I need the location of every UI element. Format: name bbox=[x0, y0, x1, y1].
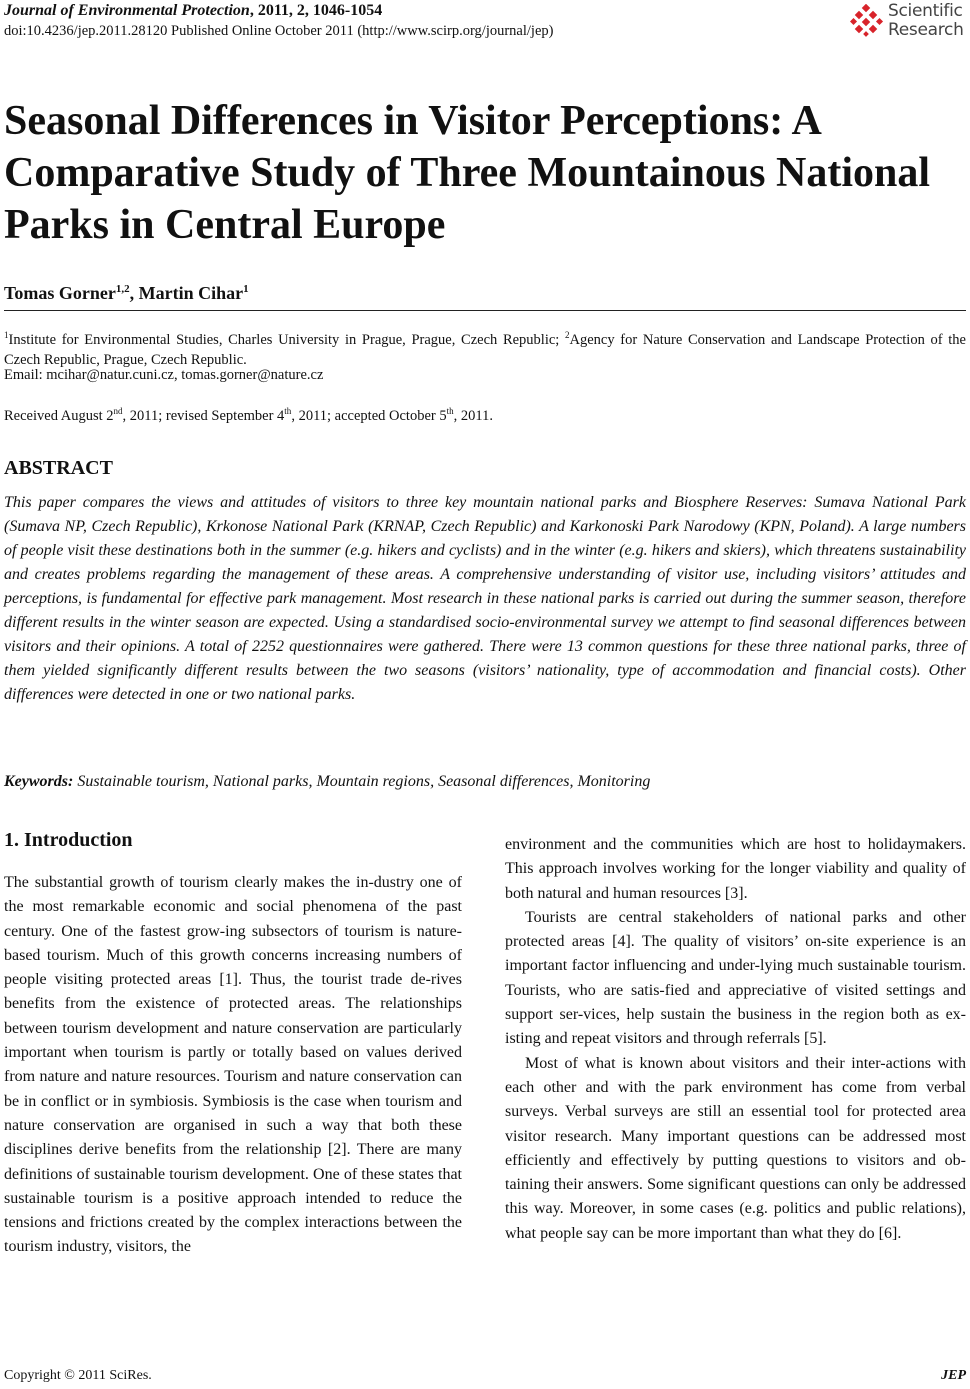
revised-ordinal: th bbox=[284, 406, 292, 416]
paragraph: Most of what is known about visitors and their inter-actions with each other and with the park environment has come from verbal surveys. Verbal surveys are still an essential tool for protected area visitor research. Many important questions can be addressed most efficiently and effectively by putting questions to visitors and ob-taining their answers. Some significant questions can only be addressed this way. Moreover, in some cases (e.g. politics and public relations), what people say can be more important than what they do [6]. bbox=[505, 1054, 966, 1242]
keywords-label: Keywords bbox=[4, 773, 68, 790]
author-1: Tomas Gorner bbox=[4, 283, 116, 303]
logo-text bbox=[888, 2, 964, 40]
journal-citation bbox=[4, 2, 382, 20]
affiliation-mark-1: 1 bbox=[4, 330, 9, 340]
accepted-year: , 2011. bbox=[453, 407, 493, 424]
header-divider bbox=[4, 310, 966, 311]
author-separator: , bbox=[129, 283, 139, 303]
publisher-logo bbox=[850, 2, 968, 42]
footer-journal-abbr: JEP bbox=[941, 1368, 966, 1383]
paragraph: Tourists are central stakeholders of national parks and other protected areas [4]. The quality of visitors’ on-site experience is an important factor influencing and under-lying much sustainable tourism. Tourists, who are satis-fied and appreciative of visited settings and support ser-vices, help sustain the business in the region both as ex-isting and repeat visitors and through referrals [5]. bbox=[505, 908, 966, 1048]
keywords-colon: : bbox=[68, 773, 78, 790]
paper-title: Seasonal Differences in Visitor Perceptions: A Comparative Study of Three Mountainous National Parks in Central Europe bbox=[4, 98, 931, 248]
keywords bbox=[4, 773, 650, 791]
paragraph: The substantial growth of tourism clearly makes the in-dustry one of the most remarkable economic and social phenomena of the past century. One of the fastest grow-ing subsectors of tourism is nature-based tourism. Much of this growth concerns increasing numbers of people visiting protected areas [1]. Thus, the tourist trade de-rives benefits from the existence of protected areas. The relationships between tourism development and nature conservation are particularly important when tourism is partly or totally based on values derived from nature and nature resources. Tourism and nature conservation can be in conflict or in symbiosis. Symbiosis is the case when tourism and nature conservation are organised in such a way that both these disciplines derive benefits from the relationship [2]. There are many definitions of sustainable tourism development. One of these states that sustainable tourism is a positive approach intended to reduce the tensions and frictions created by the complex interactions between the tourism industry, visitors, the bbox=[4, 874, 462, 1256]
scientific-research-logo-icon bbox=[850, 4, 884, 38]
author-1-affiliation-mark: 1,2 bbox=[115, 283, 130, 295]
right-column bbox=[505, 833, 966, 1246]
journal-name: Journal of Environmental Protection bbox=[4, 2, 250, 19]
accepted-ordinal: th bbox=[446, 406, 454, 416]
logo-line-2: Research bbox=[888, 20, 964, 40]
journal-details: , 2011, 2, 1046-1054 bbox=[249, 2, 383, 19]
abstract-heading: ABSTRACT bbox=[4, 457, 113, 479]
paragraph: environment and the communities which are host to holidaymakers. This approach involves working for the longer viability and quality of both natural and human resources [3]. bbox=[505, 836, 966, 902]
logo-line-1: Scientific bbox=[888, 1, 963, 21]
footer-copyright: Copyright © 2011 SciRes. bbox=[4, 1368, 152, 1383]
accepted-text: , 2011; accepted October 5 bbox=[291, 407, 447, 424]
abstract-body: This paper compares the views and attitudes of visitors to three key mountain national parks and Biosphere Reserves: Sumava National Park (Sumava NP, Czech Republic), Krkonose National Park (KRNAP, Czech Republic) and Karkonoski Park Narodowy (KPN, Poland). A large numbers of people visit these destinations both in the summer (e.g. hikers and cyclists) and in the winter (e.g. hikers and skiers), which threatens sustainability and creates problems regarding the management of these areas. A comprehensive understanding of visitor use, including visitors’ attitudes and perceptions, is fundamental for effective park management. Most research in these national parks is carried out during the summer season, therefore different results in the winter season are expected. Using a standardised socio-environmental survey we attempt to find seasonal differences between visitors and their opinions. A total of 2252 questionnaires were gathered. There were 13 common questions for these three national parks, three of them yielded significantly different results between the two seasons (visitors’ nationality, type of accommodation and financial costs). Other differences were detected in one or two national parks. bbox=[4, 494, 966, 703]
contact-email: Email: mcihar@natur.cuni.cz, tomas.gorner@nature.cz bbox=[4, 367, 324, 383]
affiliation-mark-2: 2 bbox=[565, 330, 570, 340]
affiliation-2: Agency for Nature Conservation and Landscape Protection of the Czech Republic, Prague, Czech Republic. bbox=[4, 331, 966, 368]
left-column bbox=[4, 871, 462, 1260]
doi-line: doi:10.4236/jep.2011.28120 Published Online October 2011 (http://www.scirp.org/journal/jep) bbox=[4, 23, 554, 39]
affiliation-1: Institute for Environmental Studies, Charles University in Prague, Prague, Czech Republic; bbox=[8, 331, 565, 348]
author-2-affiliation-mark: 1 bbox=[243, 283, 249, 295]
affiliations bbox=[4, 325, 966, 370]
received-ordinal: nd bbox=[113, 406, 123, 416]
received-dates bbox=[4, 406, 493, 425]
author-line bbox=[4, 283, 249, 304]
revised-text: , 2011; revised September 4 bbox=[122, 407, 285, 424]
received-text: Received August 2 bbox=[4, 407, 114, 424]
section-heading-introduction: 1. Introduction bbox=[4, 829, 133, 851]
author-2: Martin Cihar bbox=[138, 283, 244, 303]
keywords-list: Sustainable tourism, National parks, Mountain regions, Seasonal differences, Monitoring bbox=[77, 773, 651, 790]
